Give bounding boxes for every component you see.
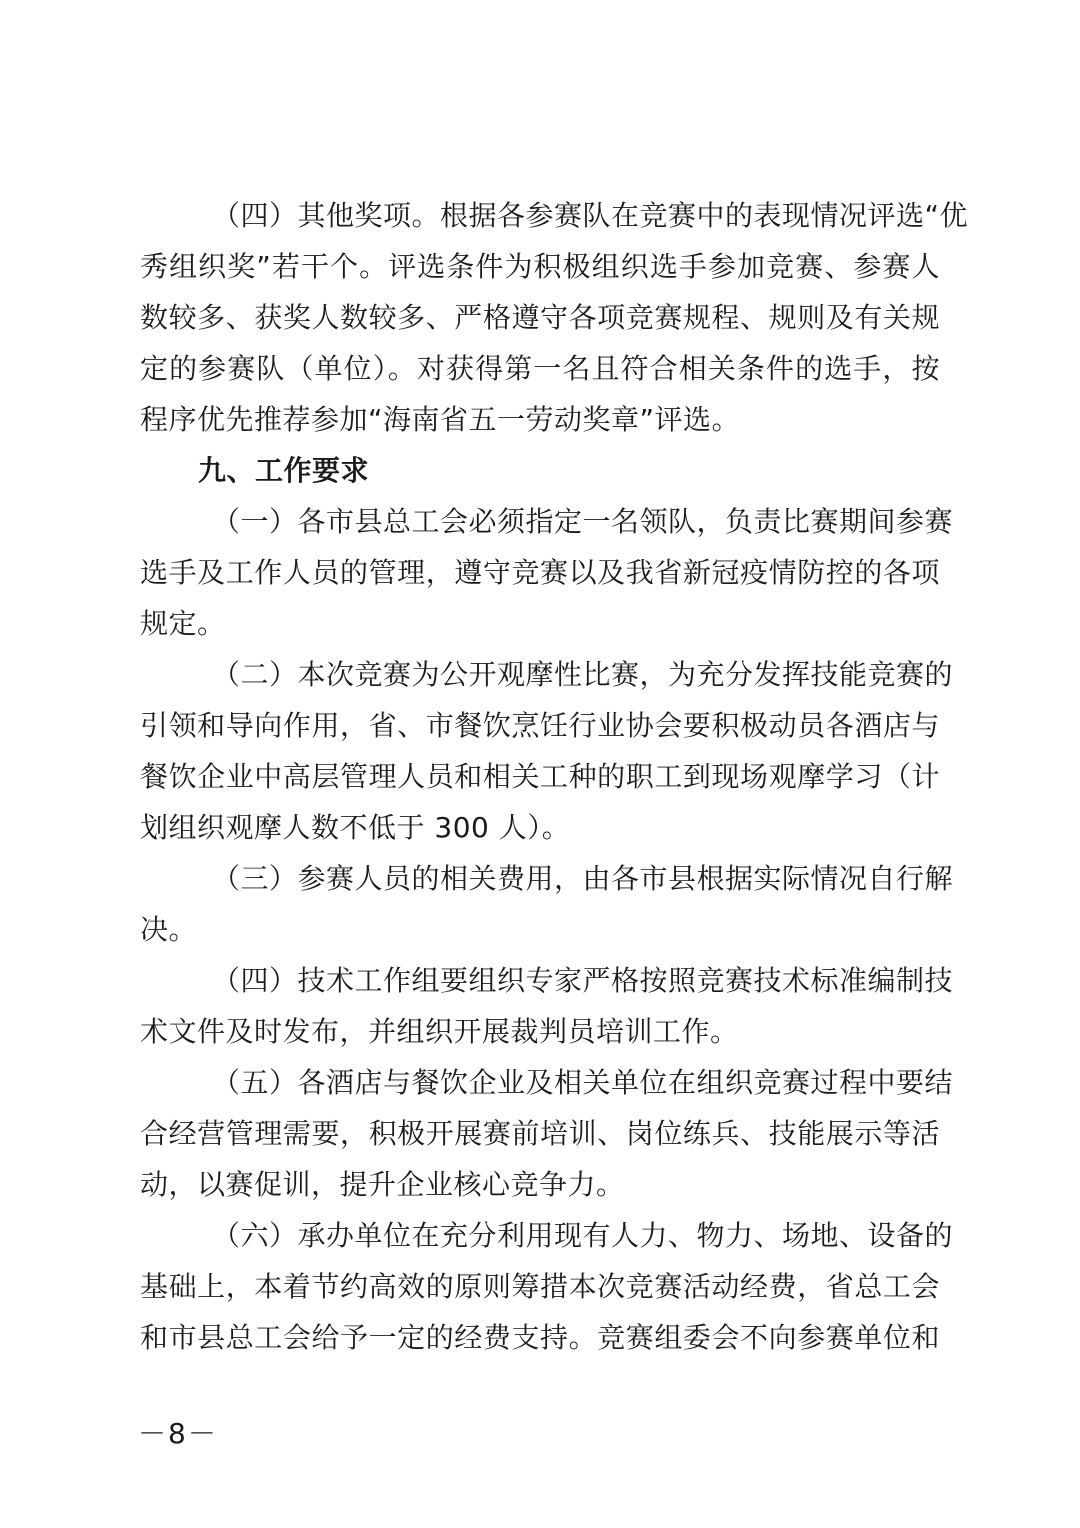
section-heading: 九、工作要求 [198, 454, 370, 487]
text-line: （二）本次竞赛为公开观摩性比赛，为充分发挥技能竞赛的 [212, 658, 954, 691]
text-line: 秀组织奖”若干个。评选条件为积极组织选手参加竞赛、参赛人 [140, 250, 940, 283]
text-line: 餐饮企业中高层管理人员和相关工种的职工到现场观摩学习（计 [140, 760, 940, 793]
text-line: 术文件及时发布，并组织开展裁判员培训工作。 [140, 1015, 739, 1048]
text-line: （五）各酒店与餐饮企业及相关单位在组织竞赛过程中要结 [212, 1066, 954, 1099]
text-line: （六）承办单位在充分利用现有人力、物力、场地、设备的 [212, 1219, 954, 1252]
text-line: 划组织观摩人数不低于 300 人）。 [140, 811, 571, 844]
text-line: 规定。 [140, 607, 226, 640]
text-line: （四）其他奖项。根据各参赛队在竞赛中的表现情况评选“优 [212, 199, 969, 232]
text-line: 数较多、获奖人数较多、严格遵守各项竞赛规程、规则及有关规 [140, 301, 940, 334]
text-line: 决。 [140, 913, 198, 946]
text-line: 和市县总工会给予一定的经费支持。竞赛组委会不向参赛单位和 [140, 1321, 940, 1354]
page-number: －8－ [138, 1417, 218, 1450]
text-line: 选手及工作人员的管理，遵守竞赛以及我省新冠疫情防控的各项 [140, 556, 940, 589]
text-line: 程序优先推荐参加“海南省五一劳动奖章”评选。 [140, 403, 741, 436]
text-line: （一）各市县总工会必须指定一名领队，负责比赛期间参赛 [212, 505, 954, 538]
text-line: 引领和导向作用，省、市餐饮烹饪行业协会要积极动员各酒店与 [140, 709, 940, 742]
text-line: 动，以赛促训，提升企业核心竞争力。 [140, 1168, 625, 1201]
text-line: 基础上，本着节约高效的原则筹措本次竞赛活动经费，省总工会 [140, 1270, 940, 1303]
text-line: （四）技术工作组要组织专家严格按照竞赛技术标准编制技 [212, 964, 954, 997]
text-line: （三）参赛人员的相关费用，由各市县根据实际情况自行解 [212, 862, 954, 895]
text-line: 合经营管理需要，积极开展赛前培训、岗位练兵、技能展示等活 [140, 1117, 940, 1150]
text-line: 定的参赛队（单位）。对获得第一名且符合相关条件的选手，按 [140, 352, 940, 385]
